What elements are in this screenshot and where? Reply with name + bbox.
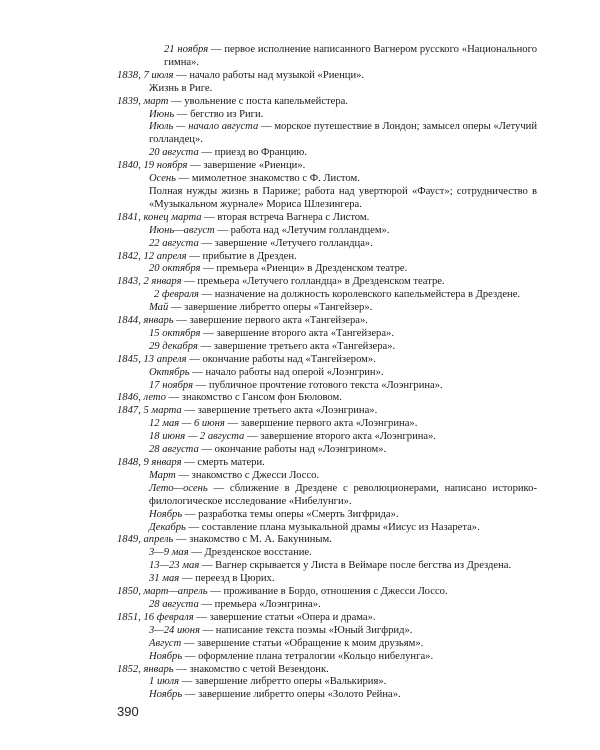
entry-date: 1847, 5 марта — [117, 405, 182, 417]
entry-date: 31 мая — [149, 573, 180, 585]
entry-date: 20 октября — [149, 263, 201, 275]
page-number: 390 — [117, 704, 139, 719]
entry-text: — завершение «Риенци». — [187, 160, 306, 172]
entry-text: — бегство из Риги. — [174, 108, 264, 120]
chronology-entry — [117, 444, 537, 457]
entry-date: Ноябрь — [149, 650, 183, 662]
entry-date: Октябрь — [149, 366, 190, 378]
entry-date: 1848, 9 января — [117, 457, 182, 468]
entry-text: — окончание работы над «Лоэнгрином». — [198, 444, 387, 456]
entry-text: — завершение либретто оперы «Золото Рейна». — [182, 689, 401, 701]
entry-date: 1849, апрель — [117, 534, 174, 546]
entry-date: 1852, январь — [117, 663, 174, 675]
entry-text: — завершение статьи «Обращение к моим друзьям». — [181, 637, 424, 649]
entry-text: — увольнение с поста капельмейстера. — [168, 95, 348, 107]
chronology-entry — [117, 354, 537, 367]
entry-date: Декабрь — [149, 521, 186, 533]
chronology-entry — [117, 392, 537, 405]
entry-date: 1846, лето — [117, 392, 166, 404]
entry-text: — оформление плана тетралогии «Кольцо нибелунга». — [182, 650, 434, 662]
entry-date: 1844, январь — [117, 315, 174, 327]
entry-date: 13—23 мая — [149, 560, 200, 572]
chronology-entry — [117, 147, 537, 160]
entry-date: Июнь—август — [149, 224, 215, 236]
entry-date: 1838, 7 июля — [117, 69, 174, 81]
entry-date: Ноябрь — [149, 508, 183, 520]
entry-date: Март — [149, 469, 176, 481]
entry-text: — разработка темы оперы «Смерть Зигфрида». — [182, 508, 399, 520]
chronology-entry — [117, 431, 537, 444]
entry-text: — назначение на должность королевского капельмейстера в Дрездене. — [198, 289, 521, 301]
entry-date: 1845, 13 апреля — [117, 353, 187, 365]
entry-text: — знакомство с Гансом фон Бюловом. — [165, 392, 342, 404]
entry-text: — знакомство с М. А. Бакуниным. — [173, 534, 332, 546]
entry-date: Май — [149, 302, 169, 314]
entry-date: 28 августа — [149, 598, 199, 610]
entry-date: 12 мая — 6 июня — [149, 418, 225, 430]
chronology-entry — [117, 560, 537, 573]
chronology-entry — [117, 289, 537, 302]
entry-date: 18 июня — 2 августа — [149, 431, 245, 443]
chronology-entry — [117, 573, 537, 586]
entry-text: — завершение третьего акта «Лоэнгрина». — [181, 405, 378, 417]
chronology-entry — [117, 83, 537, 96]
entry-text: — смерть матери. — [181, 457, 265, 468]
entry-text: Жизнь в Риге. — [149, 82, 213, 94]
chronology-entry — [117, 109, 537, 122]
entry-date: 1850, март—апрель — [117, 586, 208, 598]
chronology-entry — [117, 522, 537, 535]
entry-date: 2 февраля — [154, 289, 199, 301]
chronology-entry — [117, 96, 537, 109]
entry-text: — завершение либретто оперы «Валькирия». — [179, 676, 387, 688]
entry-text: — завершение второго акта «Тангейзера». — [200, 327, 394, 339]
chronology-entry — [117, 380, 537, 393]
chronology-entry — [117, 483, 537, 509]
entry-date: 1839, март — [117, 95, 169, 107]
entry-text: — знакомство с четой Везендонк. — [173, 663, 329, 675]
chronology-entry — [117, 173, 537, 186]
chronology-entry — [117, 547, 537, 560]
entry-text: — окончание работы над «Тангейзером». — [186, 353, 376, 365]
entry-date: 1841, конец марта — [117, 211, 202, 223]
entry-date: Июнь — [149, 108, 175, 120]
entry-text: — прибытие в Дрезден. — [186, 250, 297, 262]
chronology-entry — [117, 418, 537, 431]
chronology-entry — [117, 315, 537, 328]
entry-text: — завершение статьи «Опера и драма». — [193, 611, 376, 623]
entry-text: — приезд во Францию. — [198, 147, 307, 159]
entry-text: — работа над «Летучим голландцем». — [214, 224, 390, 236]
entry-text: — вторая встреча Вагнера с Листом. — [201, 211, 370, 223]
entry-text: — составление плана музыкальной драмы «Иисус из Назарета». — [185, 521, 480, 533]
chronology-entry — [117, 70, 537, 83]
entry-date: 20 августа — [149, 147, 199, 159]
entry-text: — написание текста поэмы «Юный Зигфрид». — [199, 624, 413, 636]
entry-date: Июль — начало августа — [149, 121, 259, 133]
entry-text: — завершение первого акта «Лоэнгрина». — [224, 418, 418, 430]
entry-text: — начало работы над оперой «Лоэнгрин». — [189, 366, 384, 378]
chronology-entry — [117, 341, 537, 354]
entry-date: 1842, 12 апреля — [117, 250, 187, 262]
entry-date: Ноябрь — [149, 689, 183, 701]
chronology-entry — [117, 44, 537, 70]
entry-text: — первое исполнение написанного Вагнером русского «Национального гимна». — [164, 44, 537, 68]
entry-text: — морское путешествие в Лондон; замысел оперы «Летучий голландец». — [149, 121, 538, 146]
entry-text: — мимолетное знакомство с Ф. Листом. — [176, 173, 360, 185]
entry-text: — завершение второго акта «Лоэнгрина». — [244, 431, 437, 443]
chronology-entry — [117, 457, 537, 470]
chronology-entry — [117, 302, 537, 315]
chronology-entry — [117, 470, 537, 483]
chronology-entry — [117, 212, 537, 225]
entry-text: — начало работы над музыкой «Риенци». — [173, 69, 365, 81]
chronology-entry — [117, 638, 537, 651]
entry-text: — премьера «Риенци» в Дрезденском театре. — [200, 263, 408, 275]
entry-text: — премьера «Летучего голландца» в Дрезденском театре. — [181, 276, 445, 288]
chronology-entry — [117, 160, 537, 173]
chronology-entry — [117, 509, 537, 522]
entry-date: 17 ноября — [149, 379, 193, 391]
entry-date: 21 ноября — [164, 44, 209, 55]
chronology-entry — [117, 664, 537, 677]
entry-date: 22 августа — [149, 237, 199, 249]
entry-date: Осень — [149, 173, 176, 185]
entry-text: — Дрезденское восстание. — [188, 547, 312, 559]
chronology-entry — [117, 225, 537, 238]
entry-text: — сближение в Дрездене с революционерами, написано историко-филологическое исследование «Нибелунги». — [149, 482, 537, 507]
entry-text: — публичное прочтение готового текста «Лоэнгрина». — [193, 379, 443, 391]
chronology-entry — [117, 689, 537, 702]
entry-date: Лето—осень — [149, 482, 208, 494]
entry-text: — завершение первого акта «Тангейзера». — [173, 315, 368, 327]
entry-date: 1843, 2 января — [117, 276, 182, 288]
chronology-entry — [117, 276, 537, 289]
entry-text: — знакомство с Джесси Лоссо. — [175, 469, 320, 481]
chronology-entry — [117, 186, 537, 212]
chronology-entry — [117, 651, 537, 664]
entry-text: — завершение либретто оперы «Тангейзер». — [168, 302, 373, 314]
entry-date: 1840, 19 ноября — [117, 160, 188, 172]
entry-text: — Вагнер скрывается у Листа в Веймаре после бегства из Дрездена. — [199, 560, 512, 572]
entry-text: — премьера «Лоэнгрина». — [198, 598, 321, 610]
chronology-page — [117, 44, 537, 702]
chronology-entry — [117, 586, 537, 599]
entry-text: — завершение третьего акта «Тангейзера». — [197, 340, 396, 352]
entry-text: — завершение «Летучего голландца». — [198, 237, 373, 249]
entry-text: Полная нужды жизнь в Париже; работа над увертюрой «Фауст»; сотрудничество в «Музыкальном журнале» Мориса Шлезингера. — [149, 185, 537, 210]
chronology-entry — [117, 405, 537, 418]
entry-date: 1 июля — [149, 676, 179, 688]
chronology-entry — [117, 263, 537, 276]
entry-date: 3—24 июня — [149, 624, 200, 636]
chronology-entry — [117, 534, 537, 547]
entry-date: 28 августа — [149, 444, 199, 456]
entry-date: 29 декабря — [149, 340, 198, 352]
chronology-entry — [117, 251, 537, 264]
chronology-entry — [117, 121, 537, 147]
chronology-entry — [117, 367, 537, 380]
entry-text: — переезд в Цюрих. — [179, 573, 275, 585]
entry-date: Август — [149, 637, 182, 649]
chronology-entry — [117, 328, 537, 341]
chronology-entry — [117, 599, 537, 612]
chronology-entry — [117, 625, 537, 638]
entry-date: 3—9 мая — [149, 547, 189, 559]
chronology-entry — [117, 612, 537, 625]
entry-date: 15 октября — [149, 327, 201, 339]
chronology-entry — [117, 238, 537, 251]
entry-date: 1851, 16 февраля — [117, 611, 194, 623]
chronology-entry — [117, 676, 537, 689]
entry-text: — проживание в Бордо, отношения с Джесси Лоссо. — [207, 586, 448, 598]
